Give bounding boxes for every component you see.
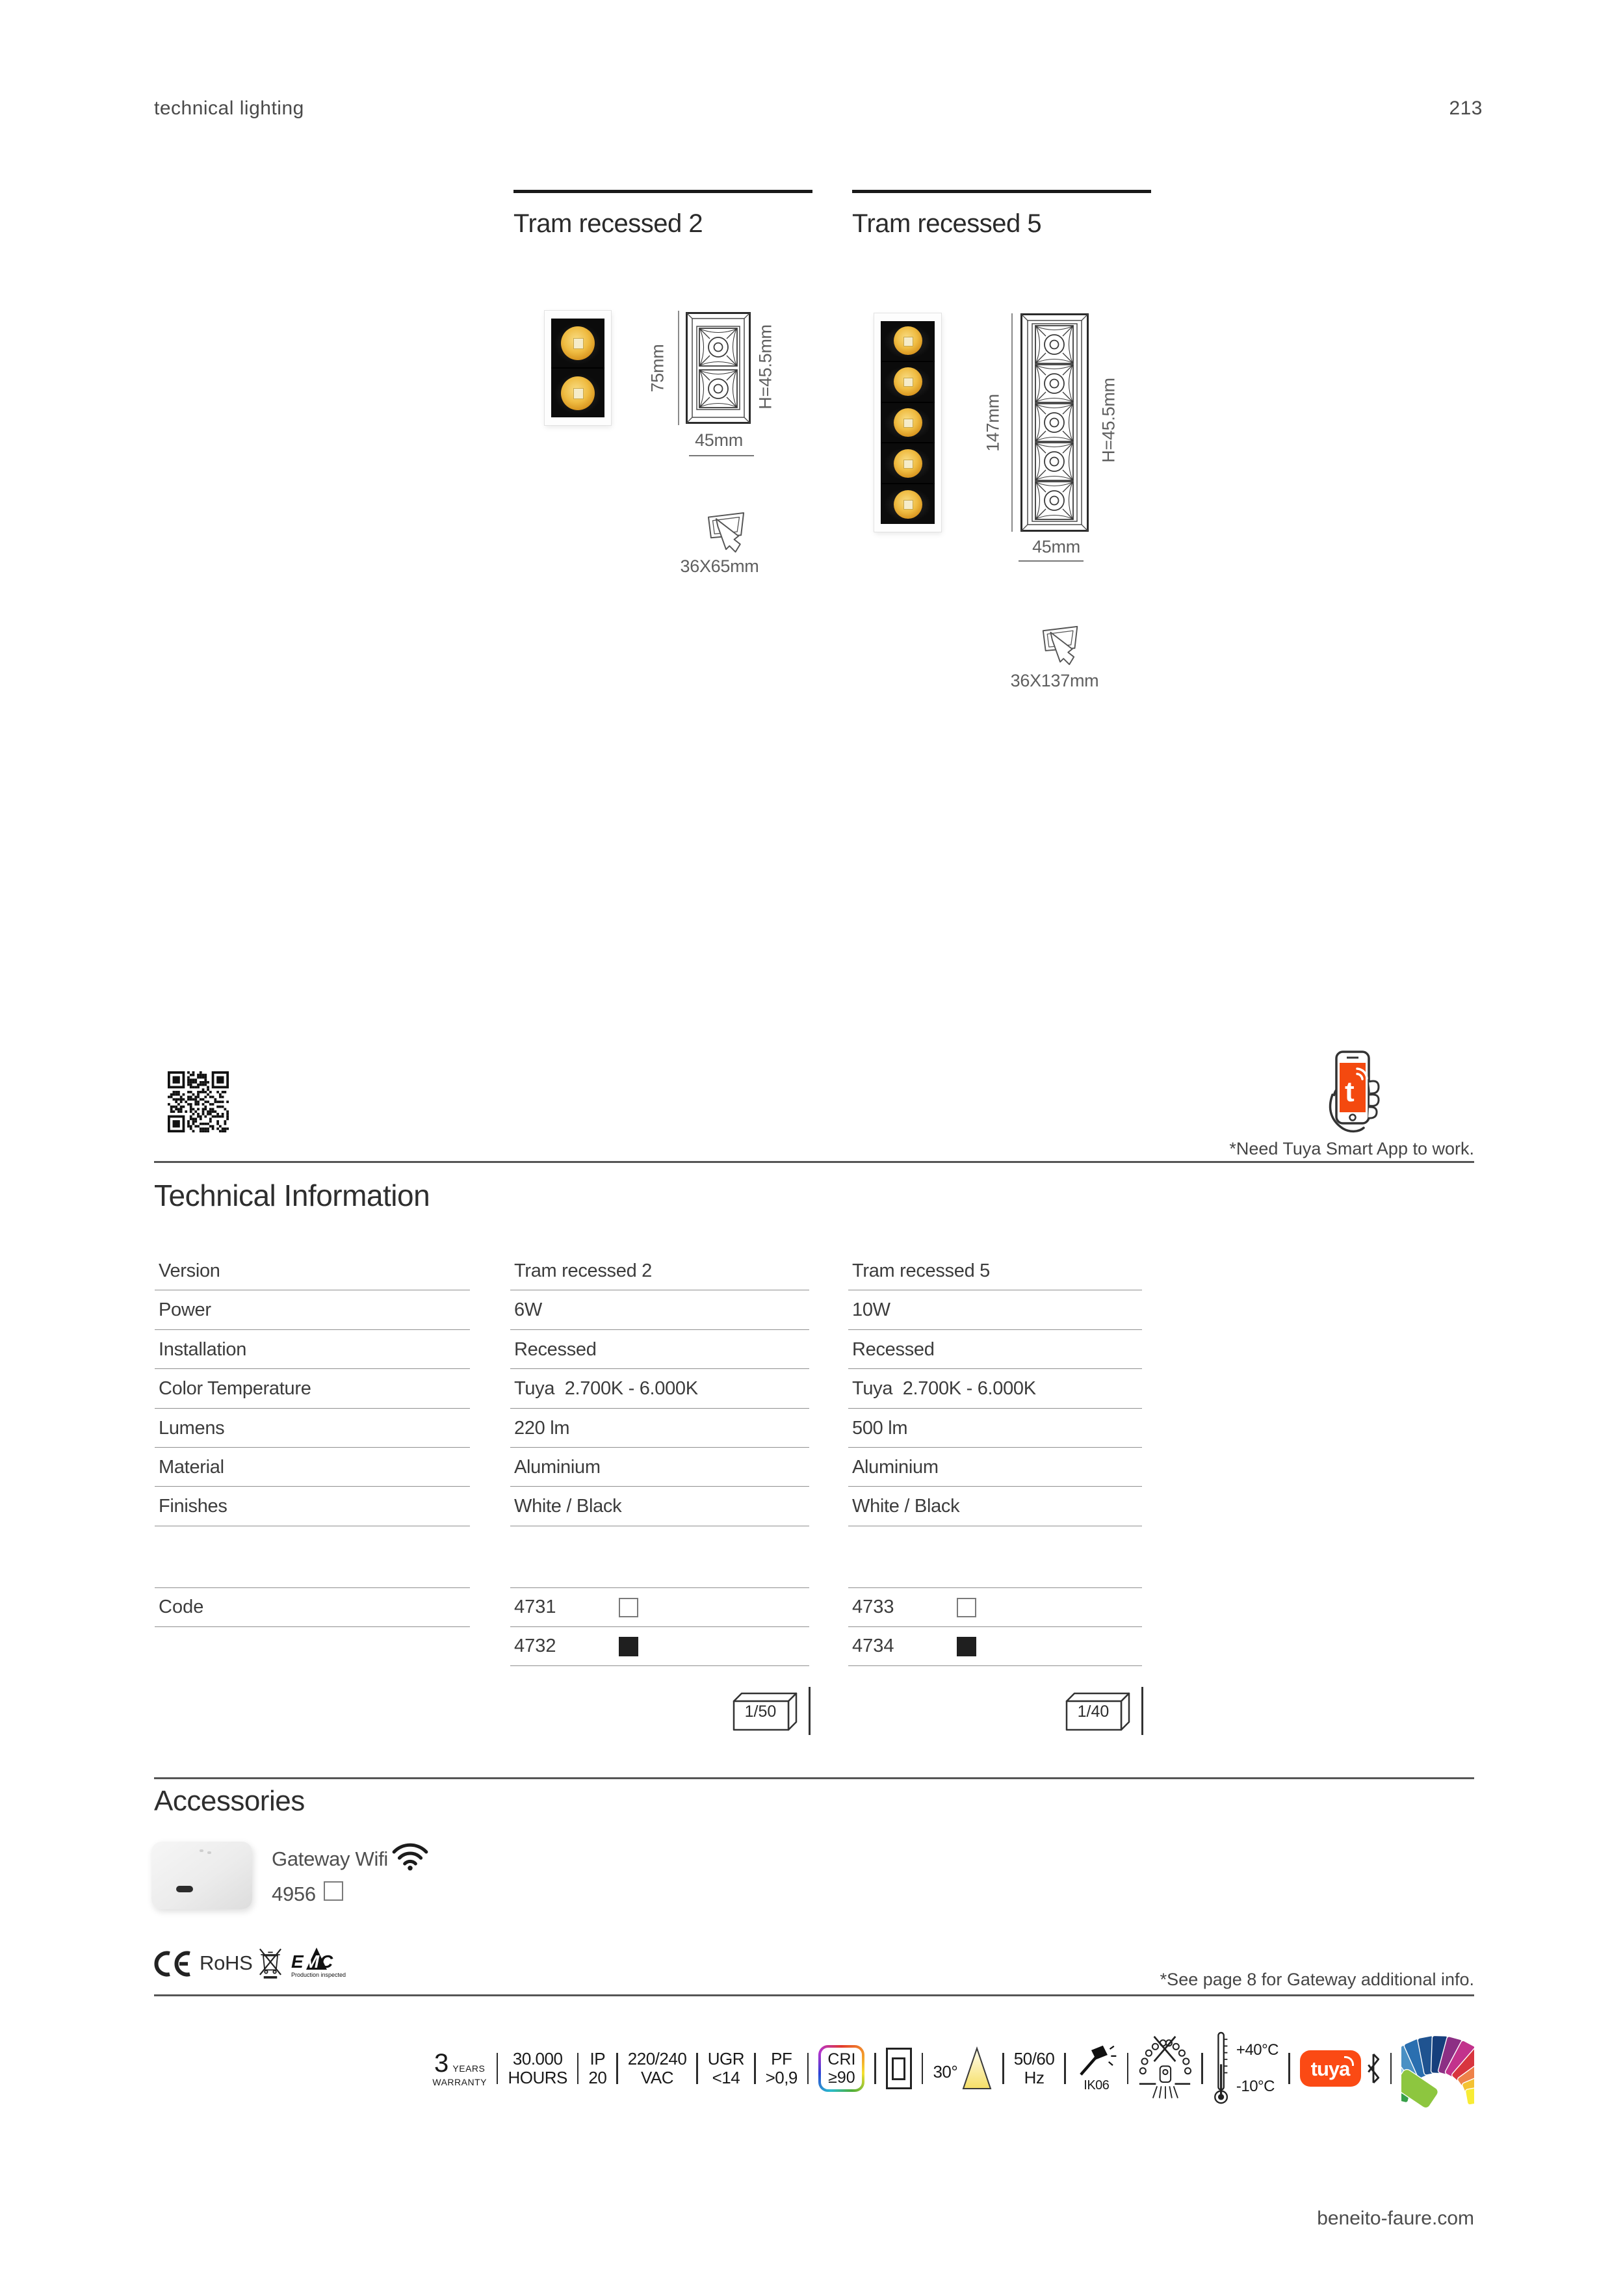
cri-badge: CRI ≥90 — [818, 2045, 864, 2092]
dim-width-label: 45mm — [695, 430, 743, 450]
separator — [1201, 2053, 1203, 2084]
divider-bar — [809, 1687, 811, 1735]
divider-bar — [1141, 1687, 1143, 1735]
led-module-photo — [881, 321, 935, 524]
spec-value: Tram recessed 5 — [848, 1251, 1142, 1290]
cutout-size-label: 36X65mm — [680, 556, 759, 576]
separator — [754, 2053, 756, 2084]
led-spot — [894, 367, 922, 396]
product-photo-tram-5 — [874, 313, 941, 532]
gateway-led-dots — [200, 1849, 203, 1852]
front-drawing-tram-2 — [686, 312, 751, 424]
emc-logo — [291, 1948, 346, 1980]
led-spot — [561, 376, 595, 410]
spec-value: White / Black — [848, 1487, 1142, 1526]
voltage-badge: 220/240 VAC — [627, 2049, 687, 2087]
rohs-label: RoHS — [200, 1951, 253, 1974]
spec-label: Color Temperature — [155, 1369, 470, 1408]
spec-label-column — [155, 1251, 470, 1526]
dim-height-label: 147mm — [983, 394, 1003, 452]
led-cell — [881, 443, 935, 484]
code-column-tram-2 — [510, 1587, 809, 1744]
code-value: 4732 — [514, 1636, 556, 1656]
spec-value: 220 lm — [510, 1409, 809, 1448]
frequency-badge: 50/60 Hz — [1013, 2049, 1055, 2087]
gateway-photo — [151, 1842, 252, 1909]
ik06-hammer-icon: IK06 — [1076, 2044, 1117, 2093]
bluetooth-icon — [1366, 2050, 1381, 2087]
packing-box-icon — [1065, 1691, 1130, 1734]
product-title-2: Tram recessed 5 — [852, 209, 1042, 238]
section-divider — [154, 1161, 1474, 1163]
front-drawing-tram-5 — [1020, 313, 1089, 532]
tuya-note: *Need Tuya Smart App to work. — [1229, 1139, 1474, 1158]
led-module-photo — [551, 319, 604, 417]
separator — [807, 2053, 809, 2084]
product-title-1: Tram recessed 2 — [513, 209, 703, 238]
no-insulation-icon — [1138, 2035, 1191, 2102]
spec-label: Lumens — [155, 1409, 470, 1448]
tuya-app-phone-icon — [1318, 1048, 1383, 1135]
led-spot — [894, 449, 922, 478]
spec-label: Version — [155, 1251, 470, 1290]
title-bar — [852, 190, 1151, 193]
dimension-line — [678, 311, 679, 425]
spec-value: Recessed — [848, 1330, 1142, 1369]
temperature-range-icon: +40°C -10°C — [1213, 2031, 1279, 2106]
tech-info-title: Technical Information — [154, 1179, 430, 1212]
spec-value: 6W — [510, 1290, 809, 1329]
packing-box-icon — [733, 1691, 798, 1734]
led-cell — [551, 369, 604, 417]
dim-height-label: 75mm — [647, 344, 668, 393]
separator — [922, 2053, 924, 2084]
title-bar — [513, 190, 812, 193]
led-cell — [881, 403, 935, 444]
pf-badge: PF >0,9 — [765, 2049, 798, 2087]
dimension-line — [689, 455, 754, 456]
emc-subtext: Production inspected — [291, 1972, 346, 1978]
spec-value: Recessed — [510, 1330, 809, 1369]
beam-angle-icon: 30° — [933, 2046, 993, 2091]
code-label-column — [155, 1587, 470, 1627]
separator — [1288, 2053, 1290, 2084]
spec-label: Installation — [155, 1330, 470, 1369]
led-cell — [881, 484, 935, 524]
page-number: 213 — [1449, 98, 1483, 119]
section-divider — [154, 1994, 1474, 1996]
code-row — [510, 1627, 809, 1666]
dimension-line — [1011, 313, 1013, 532]
color-fan-icon — [1401, 2028, 1474, 2109]
code-value: 4733 — [852, 1597, 894, 1617]
separator — [1064, 2053, 1066, 2084]
gateway-checkbox[interactable] — [324, 1881, 343, 1901]
ip-rating-badge: IP 20 — [588, 2049, 607, 2087]
cutout-icon — [1041, 624, 1082, 666]
tuya-wifi-arc — [1344, 2056, 1354, 2066]
spec-value: Tuya 2.700K - 6.000K — [848, 1369, 1142, 1408]
cutout-icon — [706, 510, 749, 553]
gateway-usb-port — [176, 1886, 193, 1892]
spec-value: Tram recessed 2 — [510, 1251, 809, 1290]
separator — [1390, 2053, 1392, 2084]
led-spot — [894, 326, 922, 355]
ugr-badge: UGR <14 — [707, 2049, 745, 2087]
spec-value: 10W — [848, 1290, 1142, 1329]
separator — [696, 2053, 698, 2084]
code-column-tram-5 — [848, 1587, 1142, 1744]
led-spot — [894, 408, 922, 437]
spec-values-tram-2 — [510, 1251, 809, 1526]
svg-text:t: t — [1345, 1076, 1355, 1108]
code-value: 4734 — [852, 1636, 894, 1656]
spec-value: Tuya 2.700K - 6.000K — [510, 1369, 809, 1408]
dim-depth-label: H=45.5mm — [755, 324, 775, 410]
spec-label: Material — [155, 1448, 470, 1487]
tuya-logo: tuya — [1300, 2050, 1361, 2087]
led-spot — [894, 490, 922, 519]
white-finish-checkbox[interactable] — [957, 1598, 976, 1617]
gateway-name: Gateway Wifi — [272, 1847, 388, 1870]
qr-code — [168, 1071, 229, 1132]
led-cell — [881, 362, 935, 403]
spec-value: 500 lm — [848, 1409, 1142, 1448]
section-divider — [154, 1777, 1474, 1779]
separator — [874, 2053, 876, 2084]
cutout-size-label: 36X137mm — [1010, 671, 1099, 690]
recessed-window-icon — [886, 2048, 912, 2089]
code-label: Code — [155, 1588, 470, 1627]
product-photo-tram-2 — [545, 311, 611, 425]
separator — [616, 2053, 618, 2084]
separator — [577, 2053, 579, 2084]
accessories-title: Accessories — [154, 1785, 305, 1817]
led-cell — [551, 319, 604, 369]
code-value: 4731 — [514, 1597, 556, 1617]
code-row — [848, 1588, 1142, 1627]
led-cell — [881, 321, 935, 362]
spec-value: Aluminium — [510, 1448, 809, 1487]
black-finish-checkbox[interactable] — [957, 1637, 976, 1656]
dim-depth-label: H=45.5mm — [1098, 378, 1119, 463]
hours-badge: 30.000 HOURS — [508, 2049, 567, 2087]
code-row — [848, 1627, 1142, 1666]
led-spot — [561, 326, 595, 360]
gateway-note: *See page 8 for Gateway additional info. — [1160, 1970, 1474, 1989]
wifi-icon — [390, 1837, 430, 1871]
packing-qty: 1/40 — [1077, 1702, 1110, 1721]
emc-text: EMC — [291, 1951, 334, 1972]
spec-values-tram-5 — [848, 1251, 1142, 1526]
separator — [1002, 2053, 1004, 2084]
spec-label: Finishes — [155, 1487, 470, 1526]
warranty-badge: 3 YEARS WARRANTY — [432, 2049, 487, 2088]
separator — [497, 2053, 499, 2084]
packing-qty: 1/50 — [744, 1702, 777, 1721]
dim-width-label: 45mm — [1032, 537, 1080, 556]
spec-value: Aluminium — [848, 1448, 1142, 1487]
black-finish-checkbox[interactable] — [619, 1637, 638, 1656]
ce-mark-icon — [154, 1950, 193, 1977]
spec-value: White / Black — [510, 1487, 809, 1526]
section-header: technical lighting — [154, 98, 304, 119]
gateway-code: 4956 — [272, 1883, 316, 1905]
spec-label: Power — [155, 1290, 470, 1329]
weee-bin-icon — [256, 1945, 285, 1979]
spec-icons-strip — [195, 2023, 1474, 2114]
dimension-line — [1019, 560, 1084, 562]
white-finish-checkbox[interactable] — [619, 1598, 638, 1617]
code-row — [510, 1588, 809, 1627]
website-footer: beneito-faure.com — [1317, 2208, 1474, 2229]
separator — [1127, 2053, 1129, 2084]
